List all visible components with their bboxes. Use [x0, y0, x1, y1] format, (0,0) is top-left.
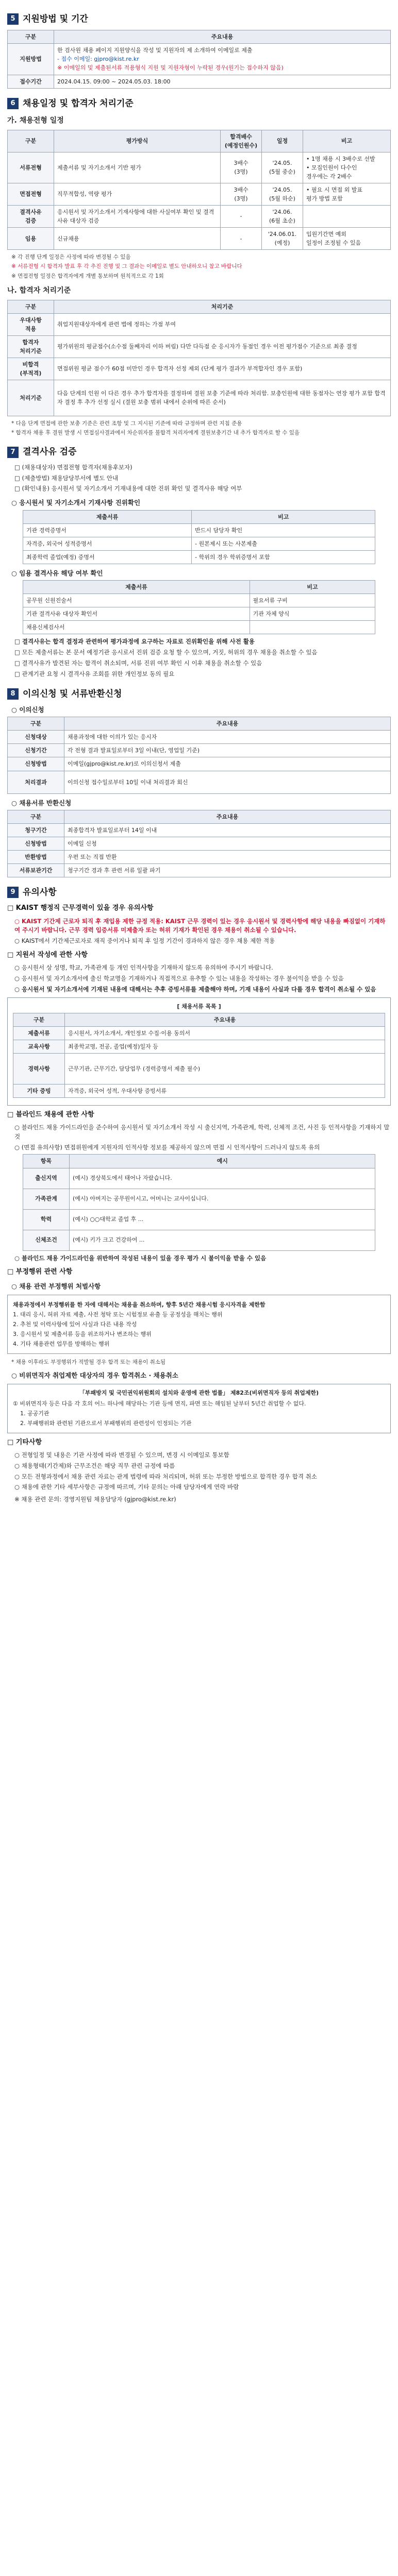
subsection-title: 가. 채용전형 일정 — [7, 116, 64, 125]
table-row — [23, 1209, 375, 1230]
section-title: 유의사항 — [23, 887, 57, 898]
schedule-table — [7, 130, 391, 250]
cell: 응시원서, 자기소개서, 개인정보 수집·이용 동의서 — [65, 1026, 385, 1040]
col-header: 구분 — [8, 30, 54, 44]
col-header: 비고 — [303, 130, 391, 152]
objection-table — [7, 717, 391, 793]
cell: 교육사항 — [13, 1040, 65, 1053]
col-header: 평가방식 — [54, 130, 221, 152]
cell: 최종합격자 발표일로부터 14일 이내 — [64, 823, 391, 837]
box-line: 2. 부패행위와 관련된 기관으로서 부패행위의 관련성이 인정되는 기관 — [20, 1419, 192, 1427]
cell: 근무기관, 근무기간, 담당업무 (경력증명서 제출 필수) — [65, 1053, 385, 1084]
cell: 면접전형 — [8, 183, 54, 205]
cell: 기관 자체 양식 — [250, 607, 375, 621]
box-line: 채용과정에서 부정행위를 한 자에 대해서는 채용을 취소하며, 향후 5년간 채용시험 응시자격을 제한함 — [13, 1301, 266, 1308]
paragraph: □ 관계기관 요청 시 결격사유 조회를 위한 개인정보 동의 필요 — [14, 670, 175, 677]
cell: 이의신청 접수일로부터 10일 이내 처리결과 회신 — [64, 771, 391, 793]
cell: 이메일(gjpro@kist.re.kr)로 이의신청서 제출 — [64, 757, 391, 771]
paragraph: ○ 응시원서 및 자기소개서에 출신 학교명을 기재하거나 직접적으로 유추할 수 있는 내용을 작성하는 경우 불이익을 받을 수 있음 — [14, 975, 344, 982]
section-number: 6 — [7, 98, 19, 109]
table-row — [8, 205, 391, 227]
cell: 임용 — [8, 228, 54, 250]
cell: 우편 또는 직접 반환 — [64, 851, 391, 864]
note: ※ 면접전형 일정은 합격자에게 개별 통보하며 원칙적으로 각 1회 — [11, 273, 164, 279]
paragraph: ○ (면접 유의사항) 면접위원에게 지원자의 인적사항 정보를 제공하지 않으며 면접 시 인적사항이 드러나지 않도록 유의 — [14, 1143, 320, 1151]
cell: 처리기준 — [8, 380, 54, 416]
col-header: 구분 — [8, 810, 64, 823]
cell: (예시) 아버지는 공무원이시고, 어머니는 교사이십니다. — [70, 1189, 375, 1209]
cell: 신체조건 — [23, 1230, 70, 1250]
cell: 신청기간 — [8, 744, 64, 757]
box-line: ① 비위면직자 등은 다음 각 호의 어느 하나에 해당하는 기관 등에 면직, 파면 또는 해임된 날부터 5년간 취업할 수 없다. — [13, 1400, 306, 1407]
section-7-header — [7, 445, 391, 459]
table-row — [23, 607, 375, 621]
cell: 채용과정에 대한 이의가 있는 응시자 — [64, 731, 391, 744]
table-row — [13, 1026, 385, 1040]
bullet-heading: ○ 비위면직자 취업제한 대상자의 경우 합격취소 · 채용취소 — [11, 1371, 178, 1380]
paragraph: □ (확인내용) 응시원서 및 자기소개서 기재내용에 대한 진위 확인 및 결격사유 해당 여부 — [14, 485, 242, 493]
apply-table — [7, 30, 391, 88]
law-box — [7, 1384, 391, 1433]
cell: 신규채용 — [54, 228, 221, 250]
table-row — [23, 594, 375, 607]
table-row — [8, 228, 391, 250]
cell: 면접위원 평균 점수가 60점 미만인 경우 합격자 선정 제외 (단계 평가 결과가 부적합자인 경우 포함) — [54, 358, 391, 380]
cell: 우대사항 적용 — [8, 313, 54, 335]
cell: 최종학교명, 전공, 졸업(예정)일자 등 — [65, 1040, 385, 1053]
cell: 최종학력 졸업(예정) 증명서 — [23, 550, 192, 564]
notice-heading: □ 블라인드 채용에 관한 사항 — [7, 1110, 94, 1118]
cell: - — [221, 228, 262, 250]
note: * 채용 이후라도 부정행위가 적발될 경우 합격 또는 채용이 취소됨 — [11, 1359, 166, 1366]
col-header: 주요내용 — [54, 30, 391, 44]
note: ※ 각 진행 단계 일정은 사정에 따라 변경될 수 있음 — [11, 254, 131, 261]
col-header: 제출서류 — [23, 581, 250, 594]
cell: - 학위의 경우 학위증명서 포함 — [192, 550, 375, 564]
section-9-header — [7, 886, 391, 899]
table-row — [23, 621, 375, 634]
bullet-heading: ○ 이의신청 — [11, 705, 44, 714]
cell: '24.05. (5월 중순) — [262, 152, 303, 183]
col-header: 주요내용 — [65, 1013, 385, 1026]
box-line: 3. 응시원서 및 제출서류 등을 위조하거나 변조하는 행위 — [13, 1330, 152, 1337]
cell: 청구기간 — [8, 823, 64, 837]
cell: 입원기간면 예외 일정이 조정될 수 있음 — [303, 228, 391, 250]
col-header: 비고 — [192, 510, 375, 523]
cell: 응시원서 및 자기소개서 기재사항에 대한 사실여부 확인 및 결격사유 대상자 검증 — [54, 205, 221, 227]
col-header: 비고 — [250, 581, 375, 594]
cell: 가족관계 — [23, 1189, 70, 1209]
paragraph: ○ 응시원서 및 자기소개서에 기재된 내용에 대해서는 추후 증빙서류를 제출해야 하며, 기재 내용이 사실과 다를 경우 합격이 취소될 수 있음 — [14, 985, 376, 993]
content-note: ※ 이메일의 및 제출된서류 적용형식 지원 및 지원자형이 누락된 경우(원기는 접수하지 않음) — [57, 64, 284, 72]
cell: 공무원 신원진술서 — [23, 594, 250, 607]
paragraph — [14, 917, 391, 936]
contact-line: ※ 채용 관련 문의: 경영지원팀 채용담당자 (gjpro@kist.re.kr) — [14, 1496, 176, 1503]
notice-heading: □ 기타사항 — [7, 1438, 42, 1446]
section-5-header — [7, 12, 391, 26]
section-number: 8 — [7, 688, 19, 700]
col-header: 주요내용 — [64, 717, 391, 731]
paragraph: □ 결격사유는 합격 결정과 관련하여 평가과정에 요구하는 자료로 진위확인을 위해 사전 활용 — [14, 638, 255, 646]
table-row — [8, 358, 391, 380]
row-content — [54, 44, 391, 75]
disqualify-table — [23, 580, 375, 634]
table-row — [8, 851, 391, 864]
cell: 필요서류 구비 — [250, 594, 375, 607]
cell: 합격자 처리기준 — [8, 335, 54, 358]
cell: 기관 결격사유 대상자 확인서 — [23, 607, 250, 621]
content-line: 한 검사원 채용 페이지 지원양식을 작성 및 지원자의 제 소개하여 이메일로 제출 — [57, 47, 253, 54]
cell: 제출서류 및 자기소개서 기반 평가 — [54, 152, 221, 183]
paragraph: ○ 전형일정 및 내용은 기관 사정에 따라 변경될 수 있으며, 변경 시 이메일로 통보함 — [14, 1451, 229, 1459]
cell: (예시) 키가 크고 건강하여 ... — [70, 1230, 375, 1250]
section-number: 5 — [7, 13, 19, 25]
cell: 출신지역 — [23, 1168, 70, 1189]
col-header: 구분 — [13, 1013, 65, 1026]
cell: - 원본제시 또는 사본제출 — [192, 537, 375, 550]
cell: 신청대상 — [8, 731, 64, 744]
bullet-heading: ○ 임용 결격사유 해당 여부 확인 — [11, 569, 103, 577]
table-row — [8, 152, 391, 183]
notice-heading: □ 부정행위 관련 사항 — [7, 1268, 73, 1276]
subsection-title: 나. 합격자 처리기준 — [7, 286, 71, 295]
box-title: 「부패방지 및 국민권익위원회의 설치와 운영에 관한 법률」 제82조(비위면직자 등의 취업제한) — [79, 1389, 319, 1396]
cell: 자격증, 외국어 성적증명서 — [23, 537, 192, 550]
cell: 경력사항 — [13, 1053, 65, 1084]
cell: 기타 증빙 — [13, 1084, 65, 1097]
note: * 합격자 채용 후 결원 발생 시 면접심사결과에서 차순위자를 불합격 처리자에게 결원보충기간 내 추가 합격자로 할 수 있음 — [11, 430, 300, 436]
col-header: 처리기준 — [54, 300, 391, 313]
row-content: 2024.04.15. 09:00 ~ 2024.05.03. 18:00 — [54, 75, 391, 88]
col-header: 구분 — [8, 130, 54, 152]
section-6-header — [7, 97, 391, 110]
row-label: 접수기간 — [8, 75, 54, 88]
section-title: 지원방법 및 기간 — [23, 14, 88, 24]
bullet-heading: ○ 응시원서 및 자기소개서 기재사항 진위확인 — [11, 499, 141, 507]
cell: 반환방법 — [8, 851, 64, 864]
cell: 학력 — [23, 1209, 70, 1230]
section-number: 9 — [7, 887, 19, 898]
criteria-table — [7, 300, 391, 416]
fraud-box — [7, 1295, 391, 1354]
cell: '24.06. (6월 초순) — [262, 205, 303, 227]
table-row — [8, 335, 391, 358]
bullet-heading: ○ 채용서류 반환신청 — [11, 799, 72, 807]
col-header: 구분 — [8, 717, 64, 731]
notice-heading: □ 지원서 작성에 관한 사항 — [7, 951, 88, 959]
paragraph: ○ 응시원서 상 성명, 학교, 가족관계 등 개인 인적사항을 기재하지 않도록 유의하여 주시기 바랍니다. — [14, 964, 273, 972]
table-row — [23, 523, 375, 537]
table-row — [8, 771, 391, 793]
paragraph: ○ 채용형태(기간제)와 근무조건은 해당 직무 관련 규정에 따름 — [14, 1462, 175, 1469]
section-8-header — [7, 687, 391, 701]
col-header: 구분 — [8, 300, 54, 313]
table-row — [23, 1168, 375, 1189]
return-table — [7, 810, 391, 877]
cell: 직무적합성, 역량 평가 — [54, 183, 221, 205]
table-row — [23, 1189, 375, 1209]
cell: 자격증, 외국어 성적, 우대사항 증빙서류 — [65, 1084, 385, 1097]
table-row — [8, 864, 391, 877]
box-title: [ 채용서류 목록 ] — [177, 1003, 221, 1010]
cell: 평가위원의 평균점수(소수점 둘째자리 이하 버림) 다만 다득점 순 응시자가 동점인 경우 이전 평가점수 기준으로 최종 결정 — [54, 335, 391, 358]
paragraph: □ 결격사유가 발견된 자는 합격이 취소되며, 서류 진위 여부 확인 시 이후 채용을 취소할 수 있음 — [14, 659, 262, 667]
col-header: 제출서류 — [23, 510, 192, 523]
table-row — [13, 1040, 385, 1053]
table-row — [23, 1230, 375, 1250]
blind-examples-table — [23, 1154, 375, 1250]
table-row — [13, 1084, 385, 1097]
cell: 결격사유 검증 — [8, 205, 54, 227]
cell: 각 전형 결과 발표일로부터 3일 이내(단, 영업일 기준) — [64, 744, 391, 757]
cell — [303, 205, 391, 227]
cell: (예시) 경상북도에서 태어나 자랐습니다. — [70, 1168, 375, 1189]
table-row — [8, 313, 391, 335]
paragraph: ○ 블라인드 채용 가이드라인을 준수하여 응시원서 및 자기소개서 작성 시 출신지역, 가족관계, 학력, 신체적 조건, 사진 등 인적사항을 기재하지 말 것 — [14, 1124, 390, 1140]
cell: 신청방법 — [8, 757, 64, 771]
cell: 처리결과 — [8, 771, 64, 793]
box-line: 1. 대리 응시, 허위 자료 제출, 사전 청탁 또는 시험정보 유출 등 공정성을 해치는 행위 — [13, 1311, 223, 1318]
paragraph: ○ 모든 전형과정에서 채용 관련 자료는 관계 법령에 따라 처리되며, 허위 또는 부정한 방법으로 합격한 경우 합격 취소 — [14, 1472, 317, 1480]
cell: 청구기간 경과 후 관련 서류 일괄 파기 — [64, 864, 391, 877]
table-row — [8, 183, 391, 205]
cell: 3배수 (3명) — [221, 152, 262, 183]
table-row — [8, 380, 391, 416]
section-title: 채용일정 및 합격자 처리기준 — [23, 98, 134, 109]
document-list-table — [13, 1013, 385, 1098]
cell: - — [221, 205, 262, 227]
bullet-heading: ○ 채용 관련 부정행위 처벌사항 — [11, 1282, 101, 1291]
cell: 비합격 (부적격) — [8, 358, 54, 380]
cell — [250, 621, 375, 634]
paragraph: ○ 채용에 관한 기타 세부사항은 규정에 따르며, 기타 문의는 아래 담당자에게 연락 바람 — [14, 1483, 239, 1491]
cell: 제출서류 — [13, 1026, 65, 1040]
cell: 신청방법 — [8, 837, 64, 851]
email-line[interactable]: - 접수 이메일: gjpro@kist.re.kr — [57, 56, 139, 63]
highlight-text: ○ KAIST 기간제 근로자 퇴직 후 재입용 제한 규정 적용: KAIST 근무 경력이 있는 경우 응시원서 및 경력사항에 해당 내용을 빠짐없이 기재하여 주시기 바랍니다. 근무 경력 입증서류 미제출자 또는 허위 기재가 확인된 경우 채용이 취소될 수 있습니다. — [14, 917, 386, 934]
section-title: 결격사유 검증 — [23, 447, 77, 457]
col-header: 주요내용 — [64, 810, 391, 823]
section-title: 이의신청 및 서류반환신청 — [23, 688, 122, 699]
paragraph: ○ KAIST에서 기간제근로자로 재직 중이거나 퇴직 후 일정 기간이 경과하지 않은 경우 채용 제한 적용 — [14, 937, 275, 945]
cell: 서류보관기간 — [8, 864, 64, 877]
paragraph: ○ 블라인드 채용 가이드라인을 위반하여 작성된 내용이 있을 경우 평가 시 불이익을 받을 수 있음 — [14, 1254, 267, 1262]
section-number: 7 — [7, 447, 19, 458]
paragraph: □ 모든 제출서류는 본 문서 예정기관 응시로서 진위 검증 요청 할 수 있으며, 거짓, 허위의 경우 채용을 취소할 수 있음 — [14, 649, 318, 656]
table-row — [8, 837, 391, 851]
cell: 서류전형 — [8, 152, 54, 183]
cell: • 1명 채용 시 3배수로 선발 • 모집인원이 다수인 경우에는 각 2배수 — [303, 152, 391, 183]
col-header: 예시 — [70, 1155, 375, 1168]
verify-table — [23, 510, 375, 564]
paragraph: □ (채용대상자) 면접전형 합격자(채용후보자) — [14, 463, 132, 471]
notice-heading: □ KAIST 행정직 근무경력이 있을 경우 유의사항 — [7, 904, 154, 912]
cell: 반드시 담당자 확인 — [192, 523, 375, 537]
table-row — [23, 550, 375, 564]
row-label: 지원방법 — [8, 44, 54, 75]
cell: '24.06.01. (예정) — [262, 228, 303, 250]
document-list-box — [7, 997, 391, 1106]
col-header: 일정 — [262, 130, 303, 152]
cell: '24.05. (5월 하순) — [262, 183, 303, 205]
cell: 기관 경력증명서 — [23, 523, 192, 537]
col-header: 항목 — [23, 1155, 70, 1168]
cell: 취업지원대상자에게 관련 법에 정하는 가점 부여 — [54, 313, 391, 335]
cell: (예시) ○○대학교 졸업 후 ... — [70, 1209, 375, 1230]
box-line: 4. 기타 채용관련 업무를 방해하는 행위 — [13, 1341, 110, 1348]
table-row — [13, 1053, 385, 1084]
col-header: 합격배수 (예정인원수) — [221, 130, 262, 152]
cell: 채용신체검사서 — [23, 621, 250, 634]
cell: • 필요 시 면접 외 발표 평가 방법 포함 — [303, 183, 391, 205]
table-row — [23, 537, 375, 550]
table-row — [8, 823, 391, 837]
table-row — [8, 757, 391, 771]
cell: 이메일 신청 — [64, 837, 391, 851]
cell: 다음 단계의 인원 이 다른 경우 추가 합격자를 결정하며 결원 보충 기준에 따라 처리함. 보충인원에 대한 동점자는 연장 평가 포함 합격자 결정 후 추가 선정 실시 (결원 보충 범위 내에서 순위에 따른 순서) — [54, 380, 391, 416]
table-row — [8, 744, 391, 757]
note: * 다음 단계 면접에 관한 보충 기준은 관련 조항 및 그 지시된 기준에 따라 규정하며 관련 지침 준용 — [11, 420, 242, 427]
box-line: 1. 공공기관 — [20, 1410, 49, 1417]
table-row — [8, 731, 391, 744]
cell: 3배수 (3명) — [221, 183, 262, 205]
note: ※ 서류전형 시 합격자 발표 후 각 추진 진행 및 그 결과는 이메일로 별도 안내하오니 참고 바랍니다 — [11, 263, 242, 270]
box-line: 2. 추천 및 이력사항에 있어 사실과 다른 내용 작성 — [13, 1320, 137, 1328]
paragraph: □ (제출방법) 채용담당부서에 별도 안내 — [14, 474, 119, 482]
